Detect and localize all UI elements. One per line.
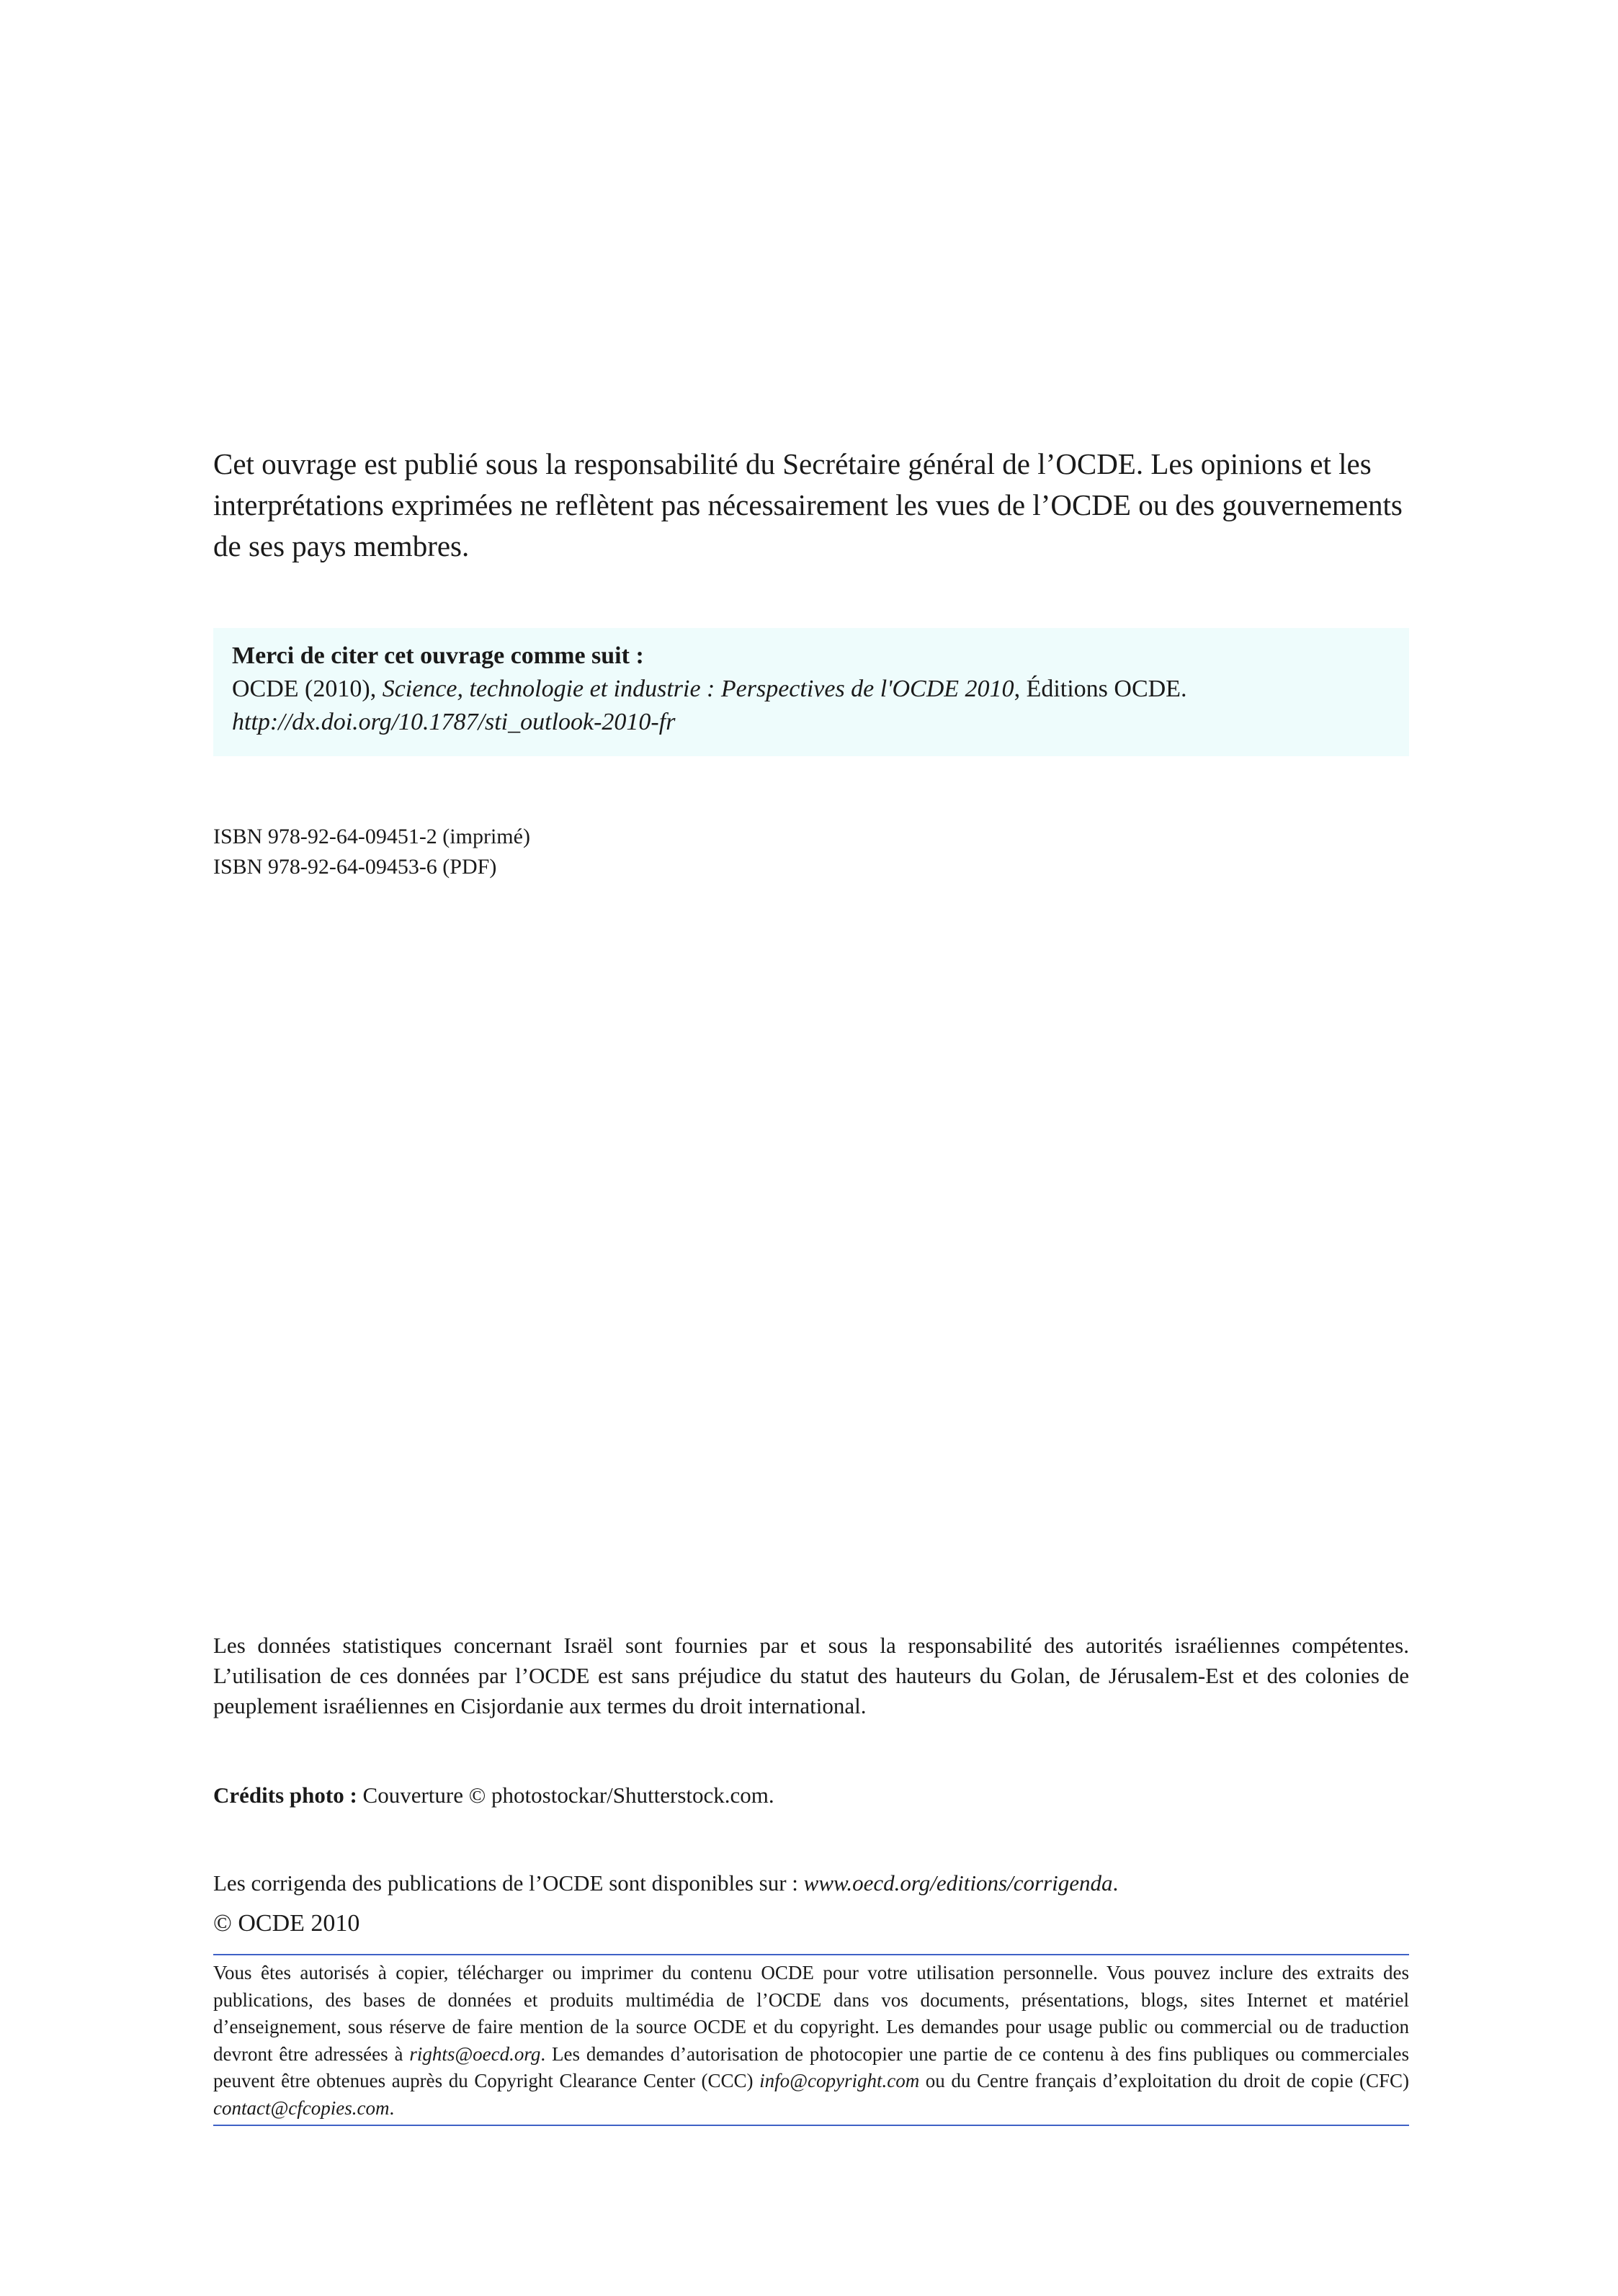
divider-bottom (213, 2125, 1409, 2126)
citation-prefix: OCDE (2010), (232, 676, 383, 702)
citation-title: Science, technologie et industrie : Perspectives de l'OCDE 2010 (382, 676, 1014, 702)
corrigenda-link[interactable]: www.oecd.org/editions/corrigenda (803, 1870, 1113, 1896)
copyright-text: © OCDE 2010 (213, 1910, 360, 1937)
citation-doi-link[interactable]: http://dx.doi.org/10.1787/sti_outlook-2010-fr (232, 709, 676, 735)
israel-note-text: Les données statistiques concernant Israël sont fournies par et sous la responsabilité des autorités israéliennes compétentes. L’utilisation de ces données par l’OCDE est sans préjudice du statut des hauteurs du Golan, de Jérusalem-Est et des colonies de peuplement israéliennes en Cisjordanie aux termes du droit international. (213, 1633, 1409, 1718)
isbn-block (213, 822, 1409, 882)
cfc-email-link[interactable]: contact@cfcopies.com (213, 2097, 390, 2119)
citation-doi-line (232, 706, 1390, 739)
photo-credits (213, 1780, 1409, 1811)
isbn-print: ISBN 978-92-64-09451-2 (imprimé) (213, 825, 530, 848)
corrigenda-text: Les corrigenda des publications de l’OCDE sont disponibles sur : (213, 1870, 804, 1896)
rights-email-link[interactable]: rights@oecd.org (409, 2042, 541, 2065)
photo-credits-label: Crédits photo : (213, 1782, 357, 1808)
israel-data-note (213, 1631, 1409, 1721)
permissions-paragraph (213, 1960, 1409, 2122)
photo-credits-text: Couverture © photostockar/Shutterstock.com. (357, 1782, 774, 1808)
citation-heading: Merci de citer cet ouvrage comme suit : (232, 642, 644, 669)
corrigenda-end: . (1112, 1870, 1119, 1896)
permissions-part2: . Les demandes d’autorisation de photocopier une partie de ce contenu à des fins publiques ou commerciales peuvent être obtenues auprès du Copyright Clearance Center (CCC) (213, 2042, 1409, 2091)
permissions-part3: ou du Centre français d’exploitation du droit de copie (CFC) (919, 2070, 1409, 2091)
isbn-pdf: ISBN 978-92-64-09453-6 (PDF) (213, 855, 497, 879)
disclaimer-text: Cet ouvrage est publié sous la responsabilité du Secrétaire général de l’OCDE. Les opinions et les interprétations exprimées ne reflètent pas nécessairement les vues de l’OCDE ou des gouvernements de ses pays membres. (213, 447, 1403, 562)
disclaimer-paragraph (213, 444, 1409, 567)
corrigenda-note (213, 1868, 1409, 1898)
citation-box (213, 628, 1409, 756)
permissions-part1: Vous êtes autorisés à copier, télécharger ou imprimer du contenu OCDE pour votre utilisation personnelle. Vous pouvez inclure des extraits des publications, des bases de données et produits multimédia de l’OCDE dans vos documents, présentations, blogs, sites Internet et matériel d’enseignement, sous réserve de faire mention de la source OCDE et du copyright. Les demandes pour usage public ou commercial ou de traduction devront être adressées à (213, 1962, 1409, 2065)
divider-top (213, 1954, 1409, 1955)
copyright-line (213, 1906, 1409, 1941)
citation-suffix: , Éditions OCDE. (1014, 676, 1187, 702)
permissions-part4: . (389, 2097, 395, 2119)
citation-reference (232, 673, 1390, 706)
ccc-email-link[interactable]: info@copyright.com (759, 2070, 920, 2091)
